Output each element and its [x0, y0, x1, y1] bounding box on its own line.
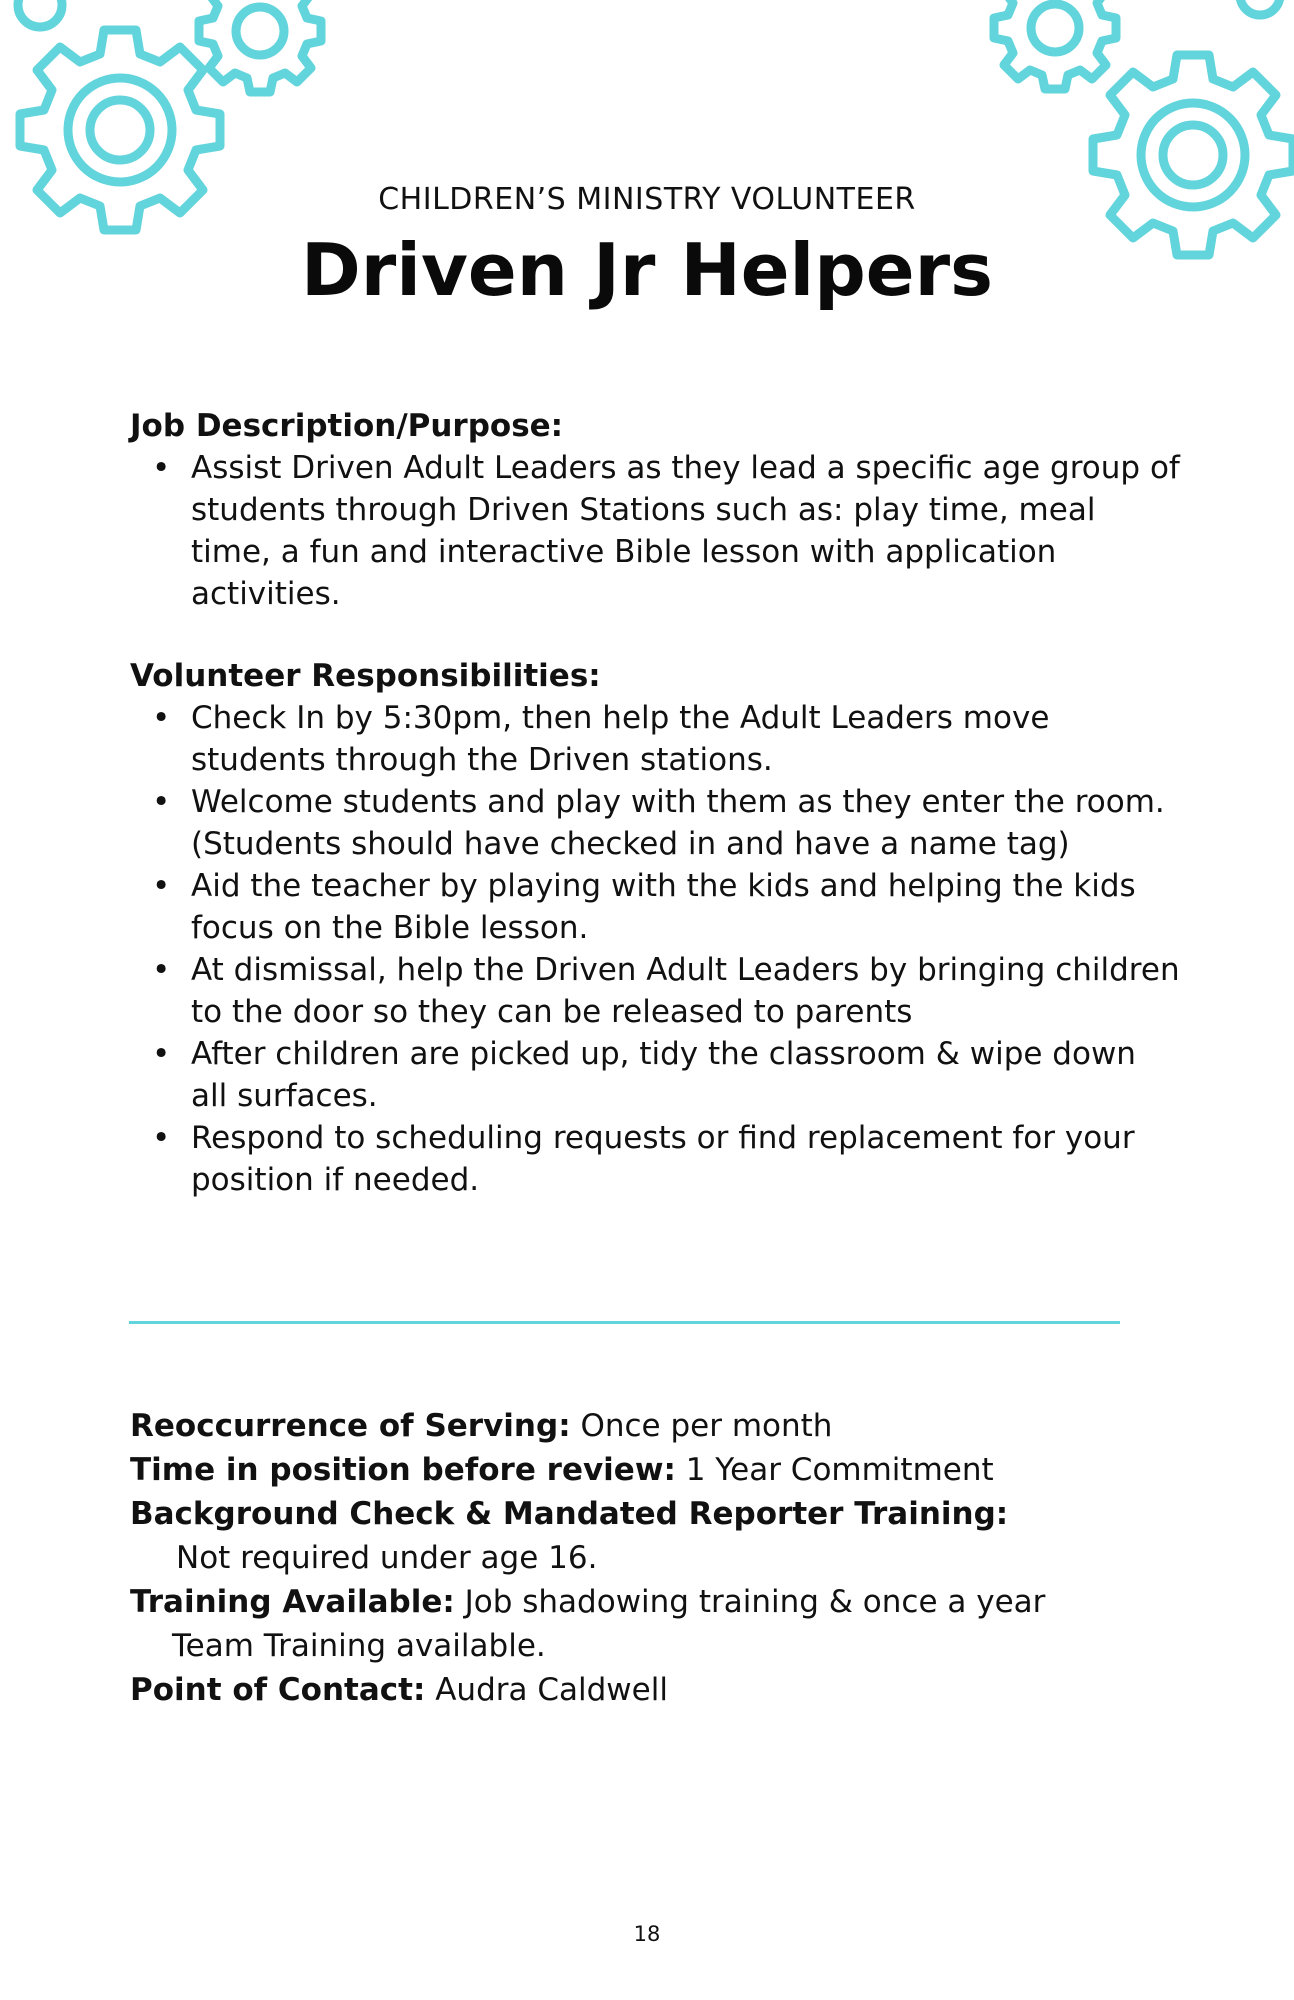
- bullet-icon: •: [152, 1120, 171, 1156]
- job-description-list: [130, 447, 1180, 615]
- list-item: • Assist Driven Adult Leaders as they lead a specific age group of students through Driven Stations such as: play time, meal time, a fun and interactive Bible lesson with application activities.: [130, 447, 1180, 615]
- bullet-icon: •: [152, 868, 171, 904]
- gear-icon: [1200, 0, 1294, 30]
- time-row: [130, 1448, 1230, 1492]
- list-item: • Respond to scheduling requests or find replacement for your position if needed.: [130, 1117, 1180, 1201]
- job-description-section: [130, 405, 1180, 615]
- time-label: Time in position before review:: [130, 1452, 676, 1488]
- bullet-icon: •: [152, 952, 171, 988]
- list-item: • Check In by 5:30pm, then help the Adult Leaders move students through the Driven stations.: [130, 697, 1180, 781]
- responsibilities-section: [130, 655, 1180, 1201]
- list-item: • After children are picked up, tidy the classroom & wipe down all surfaces.: [130, 1033, 1180, 1117]
- responsibilities-list: [130, 697, 1180, 1201]
- bullet-icon: •: [152, 1036, 171, 1072]
- time-value: 1 Year Commitment: [685, 1452, 994, 1488]
- training-row: [130, 1580, 1230, 1624]
- contact-row: [130, 1668, 1230, 1712]
- bullet-icon: •: [152, 450, 171, 486]
- background-row: [130, 1492, 1230, 1536]
- training-label: Training Available:: [130, 1584, 455, 1620]
- reoccurrence-label: Reoccurrence of Serving:: [130, 1408, 571, 1444]
- contact-label: Point of Contact:: [130, 1672, 426, 1708]
- responsibilities-heading: Volunteer Responsibilities:: [130, 658, 601, 694]
- list-item: • At dismissal, help the Driven Adult Leaders by bringing children to the door so they can be released to parents: [130, 949, 1180, 1033]
- page-number: 18: [633, 1922, 661, 1946]
- gear-icon: [0, 0, 95, 40]
- contact-value: Audra Caldwell: [435, 1672, 668, 1708]
- list-item: • Aid the teacher by playing with the kids and helping the kids focus on the Bible lesson.: [130, 865, 1180, 949]
- page-subtitle: CHILDREN’S MINISTRY VOLUNTEER: [378, 182, 916, 217]
- bullet-icon: •: [152, 784, 171, 820]
- training-value: Job shadowing training & once a year: [464, 1584, 1046, 1620]
- background-value: Not required under age 16.: [176, 1540, 598, 1576]
- bullet-icon: •: [152, 700, 171, 736]
- gear-icon: [185, 0, 335, 100]
- job-description-heading: Job Description/Purpose:: [130, 408, 564, 444]
- reoccurrence-row: [130, 1404, 1230, 1448]
- details-section: [130, 1404, 1230, 1712]
- section-divider: [129, 1321, 1120, 1324]
- training-value-continued: Team Training available.: [172, 1628, 546, 1664]
- background-label: Background Check & Mandated Reporter Training:: [130, 1496, 1009, 1532]
- page-title: Driven Jr Helpers: [301, 228, 993, 312]
- reoccurrence-value: Once per month: [580, 1408, 833, 1444]
- list-item: • Welcome students and play with them as they enter the room. (Students should have checked in and have a name tag): [130, 781, 1180, 865]
